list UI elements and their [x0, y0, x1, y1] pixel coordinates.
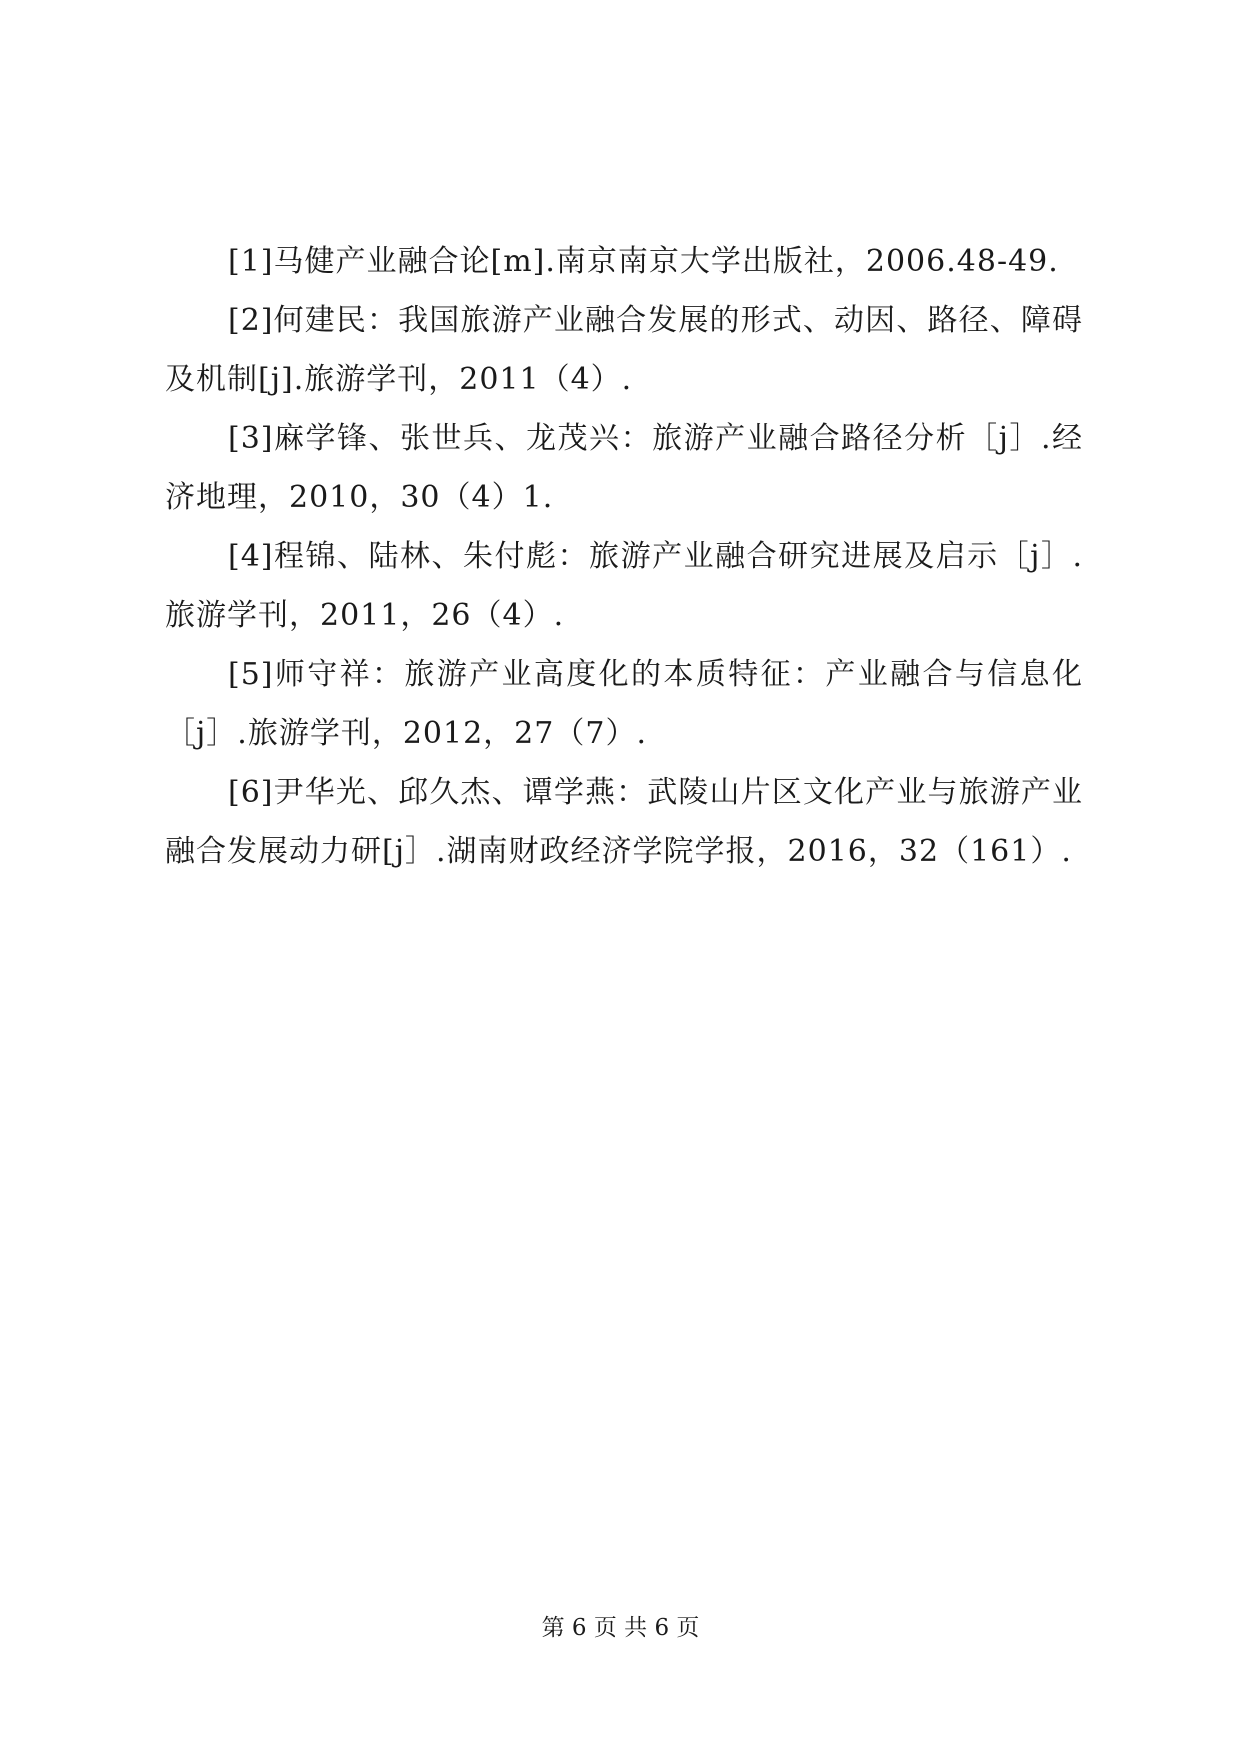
- page-footer: [0, 1614, 1241, 1642]
- reference-item-6: [6]尹华光、邱久杰、谭学燕：武陵山片区文化产业与旅游产业融合发展动力研[j］.湖南财政经济学院学报，2016，32（161）.: [165, 775, 1083, 869]
- reference-item-4: [4]程锦、陆林、朱付彪：旅游产业融合研究进展及启示［j］.旅游学刊，2011，26（4）.: [165, 539, 1083, 633]
- reference-list: [165, 232, 1083, 881]
- reference-item-5: [5]师守祥：旅游产业高度化的本质特征：产业融合与信息化［j］.旅游学刊，2012，27（7）.: [165, 657, 1083, 751]
- page-number-label: 第 6 页 共 6 页: [541, 1615, 700, 1641]
- reference-item-3: [3]麻学锋、张世兵、龙茂兴：旅游产业融合路径分析［j］.经济地理，2010，30（4）1.: [165, 421, 1083, 515]
- reference-item-1: [1]马健产业融合论[m].南京南京大学出版社，2006.48-49.: [228, 244, 1059, 279]
- reference-item-2: [2]何建民：我国旅游产业融合发展的形式、动因、路径、障碍及机制[j].旅游学刊，2011（4）.: [165, 303, 1083, 397]
